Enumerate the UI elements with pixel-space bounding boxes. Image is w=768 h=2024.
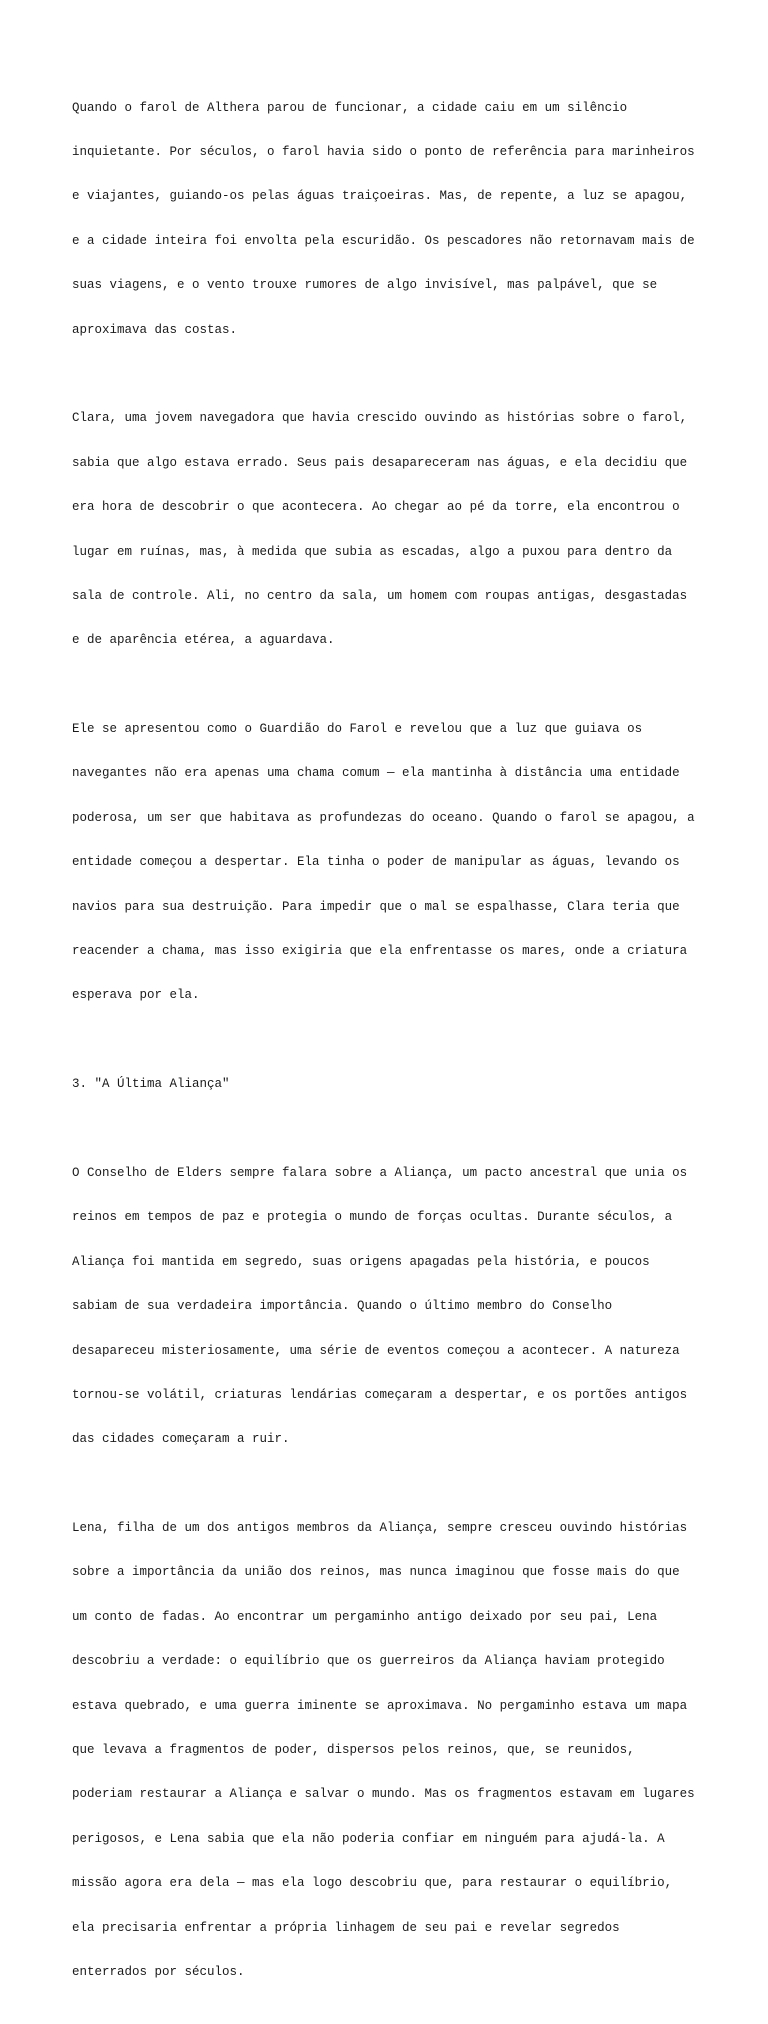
text-line: sala de controle. Ali, no centro da sala, um homem com roupas antigas, desgastadas xyxy=(72,588,688,603)
text-line: que levava a fragmentos de poder, dispersos pelos reinos, que, se reunidos, xyxy=(72,1743,635,1758)
section-heading xyxy=(72,1048,712,1122)
paragraph-council xyxy=(72,1136,712,1476)
text-line: ela precisaria enfrentar a própria linhagem de seu pai e revelar segredos xyxy=(72,1920,620,1935)
text-line: poderosa, um ser que habitava as profundezas do oceano. Quando o farol se apagou, a xyxy=(72,810,695,825)
text-line: missão agora era dela — mas ela logo descobriu que, para restaurar o equilíbrio, xyxy=(72,1876,673,1891)
text-line: Quando o farol de Althera parou de funcionar, a cidade caiu em um silêncio xyxy=(72,100,628,115)
text-line: lugar em ruínas, mas, à medida que subia as escadas, algo a puxou para dentro da xyxy=(72,544,673,559)
text-line: e a cidade inteira foi envolta pela escuridão. Os pescadores não retornavam mais de xyxy=(72,233,695,248)
text-line: aproximava das costas. xyxy=(72,322,238,337)
text-line: navegantes não era apenas uma chama comum — ela mantinha à distância uma entidade xyxy=(72,766,680,781)
text-line: inquietante. Por séculos, o farol havia sido o ponto de referência para marinheiros xyxy=(72,144,695,159)
text-line: era hora de descobrir o que acontecera. Ao chegar ao pé da torre, ela encontrou o xyxy=(72,500,680,515)
text-line: das cidades começaram a ruir. xyxy=(72,1432,290,1447)
text-line: estava quebrado, e uma guerra iminente se aproximava. No pergaminho estava um mapa xyxy=(72,1698,688,1713)
text-line: reacender a chama, mas isso exigiria que ela enfrentasse os mares, onde a criatura xyxy=(72,944,688,959)
text-line: esperava por ela. xyxy=(72,988,200,1003)
text-line: Aliança foi mantida em segredo, suas origens apagadas pela história, e poucos xyxy=(72,1254,650,1269)
text-line: Lena, filha de um dos antigos membros da Aliança, sempre cresceu ouvindo histórias xyxy=(72,1521,688,1536)
text-line: um conto de fadas. Ao encontrar um pergaminho antigo deixado por seu pai, Lena xyxy=(72,1609,658,1624)
text-line: suas viagens, e o vento trouxe rumores de algo invisível, mas palpável, que se xyxy=(72,278,658,293)
paragraph-clara xyxy=(72,382,712,678)
text-line: O Conselho de Elders sempre falara sobre a Aliança, um pacto ancestral que unia os xyxy=(72,1165,688,1180)
paragraph-lighthouse-intro xyxy=(72,71,712,367)
text-line: e de aparência etérea, a aguardava. xyxy=(72,633,335,648)
document-body xyxy=(72,71,712,2024)
text-line: descobriu a verdade: o equilíbrio que os guerreiros da Aliança haviam protegido xyxy=(72,1654,665,1669)
text-line: enterrados por séculos. xyxy=(72,1965,245,1979)
text-line: 3. "A Última Aliança" xyxy=(72,1077,230,1092)
text-line: perigosos, e Lena sabia que ela não poderia confiar em ninguém para ajudá-la. A xyxy=(72,1831,665,1846)
text-line: e viajantes, guiando-os pelas águas traiçoeiras. Mas, de repente, a luz se apagou, xyxy=(72,189,688,204)
text-line: sobre a importância da união dos reinos, mas nunca imaginou que fosse mais do que xyxy=(72,1565,680,1580)
paragraph-lena xyxy=(72,1492,712,2010)
text-line: sabiam de sua verdadeira importância. Quando o último membro do Conselho xyxy=(72,1299,613,1314)
text-line: tornou-se volátil, criaturas lendárias começaram a despertar, e os portões antigos xyxy=(72,1387,688,1402)
text-line: desapareceu misteriosamente, uma série de eventos começou a acontecer. A natureza xyxy=(72,1343,680,1358)
text-line: sabia que algo estava errado. Seus pais desapareceram nas águas, e ela decidiu que xyxy=(72,455,688,470)
text-line: Clara, uma jovem navegadora que havia crescido ouvindo as histórias sobre o farol, xyxy=(72,411,688,426)
text-line: navios para sua destruição. Para impedir que o mal se espalhasse, Clara teria que xyxy=(72,899,680,914)
text-line: entidade começou a despertar. Ela tinha o poder de manipular as águas, levando os xyxy=(72,855,680,870)
text-line: Ele se apresentou como o Guardião do Farol e revelou que a luz que guiava os xyxy=(72,722,643,737)
text-line: poderiam restaurar a Aliança e salvar o mundo. Mas os fragmentos estavam em lugares xyxy=(72,1787,695,1802)
text-line: reinos em tempos de paz e protegia o mundo de forças ocultas. Durante séculos, a xyxy=(72,1210,673,1225)
paragraph-guardian xyxy=(72,692,712,1032)
